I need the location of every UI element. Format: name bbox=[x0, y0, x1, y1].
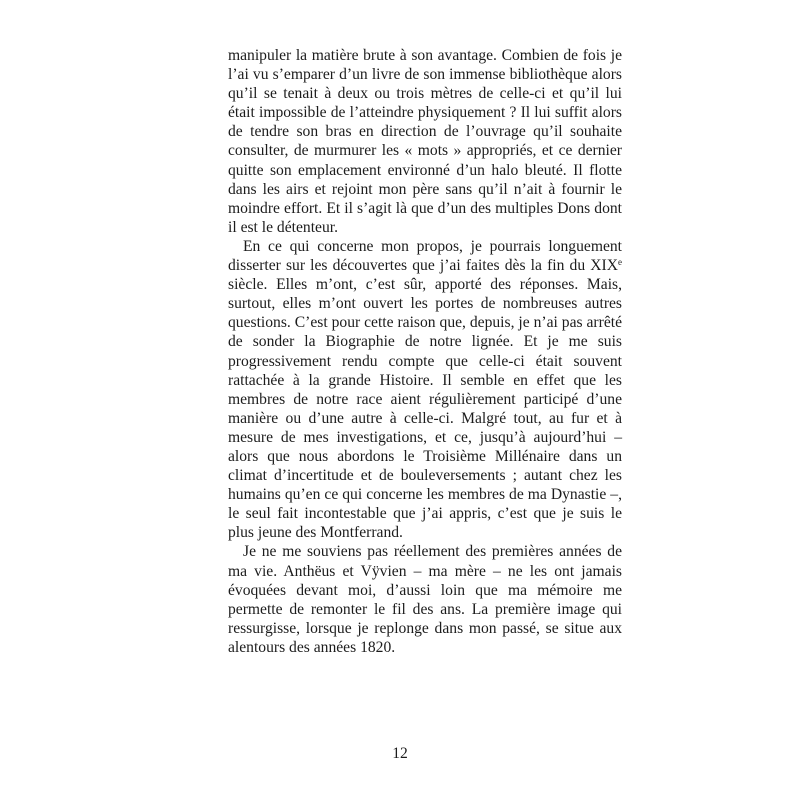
paragraph-continuation bbox=[228, 46, 622, 237]
page-number: 12 bbox=[392, 745, 408, 762]
paragraph-text: En ce qui concerne mon propos, je pourrais longuement disserter sur les découvertes que j’ai faites dès la fin du XIX bbox=[228, 237, 622, 275]
paragraph-text: manipuler la matière brute à son avantage. Combien de fois je l’ai vu s’emparer d’un livre de son immense bibliothèque alors qu’il se tenait à deux ou trois mètres de celle-ci et qu’il lui était impossible de l’atteindre physiquement ? Il lui suffit alors de tendre son bras en direction de l’ouvrage qu’il souhaite consulter, de murmurer les « mots » appropriés, et ce dernier quitte son emplacement environné d’un halo bleuté. Il flotte dans les airs et rejoint mon père sans qu’il n’ait à fournir le moindre effort. Et il s’agit là que d’un des multiples Dons dont il est le détenteur. bbox=[228, 47, 622, 236]
body-text bbox=[228, 46, 622, 657]
paragraph-text: siècle. Elles m’ont, c’est sûr, apporté des réponses. Mais, surtout, elles m’ont ouvert les portes de nombreuses autres questions. C’est pour cette raison que, depuis, je n’ai pas arrêté de sonder la Biographie de notre lignée. Et je me suis progressivement rendu compte que celle-ci était souvent rattachée à la grande Histoire. Il semble en effet que les membres de notre race aient régulièrement participé d’une manière ou d’une autre à celle-ci. Malgré tout, au fur et à mesure de mes investigations, et ce, jusqu’à aujourd’hui – alors que nous abordons le Troisième Millénaire dans un climat d’incertitude et de bouleversements ; autant chez les humains qu’en ce qui concerne les membres de ma Dynastie –, le seul fait incontestable que j’ai appris, c’est que je suis le plus jeune des Montferrand. bbox=[228, 276, 622, 542]
paragraph-propos bbox=[228, 237, 622, 543]
paragraph-souvenirs bbox=[228, 542, 622, 657]
paragraph-text: Je ne me souviens pas réellement des premières années de ma vie. Anthëus et Vÿvien – ma mère – ne les ont jamais évoquées devant moi, d’aussi loin que ma mémoire me permette de remonter le fil des ans. La première image qui ressurgisse, lorsque je replonge dans mon passé, se situe aux alentours des années 1820. bbox=[228, 543, 622, 656]
century-superscript: e bbox=[618, 257, 622, 268]
